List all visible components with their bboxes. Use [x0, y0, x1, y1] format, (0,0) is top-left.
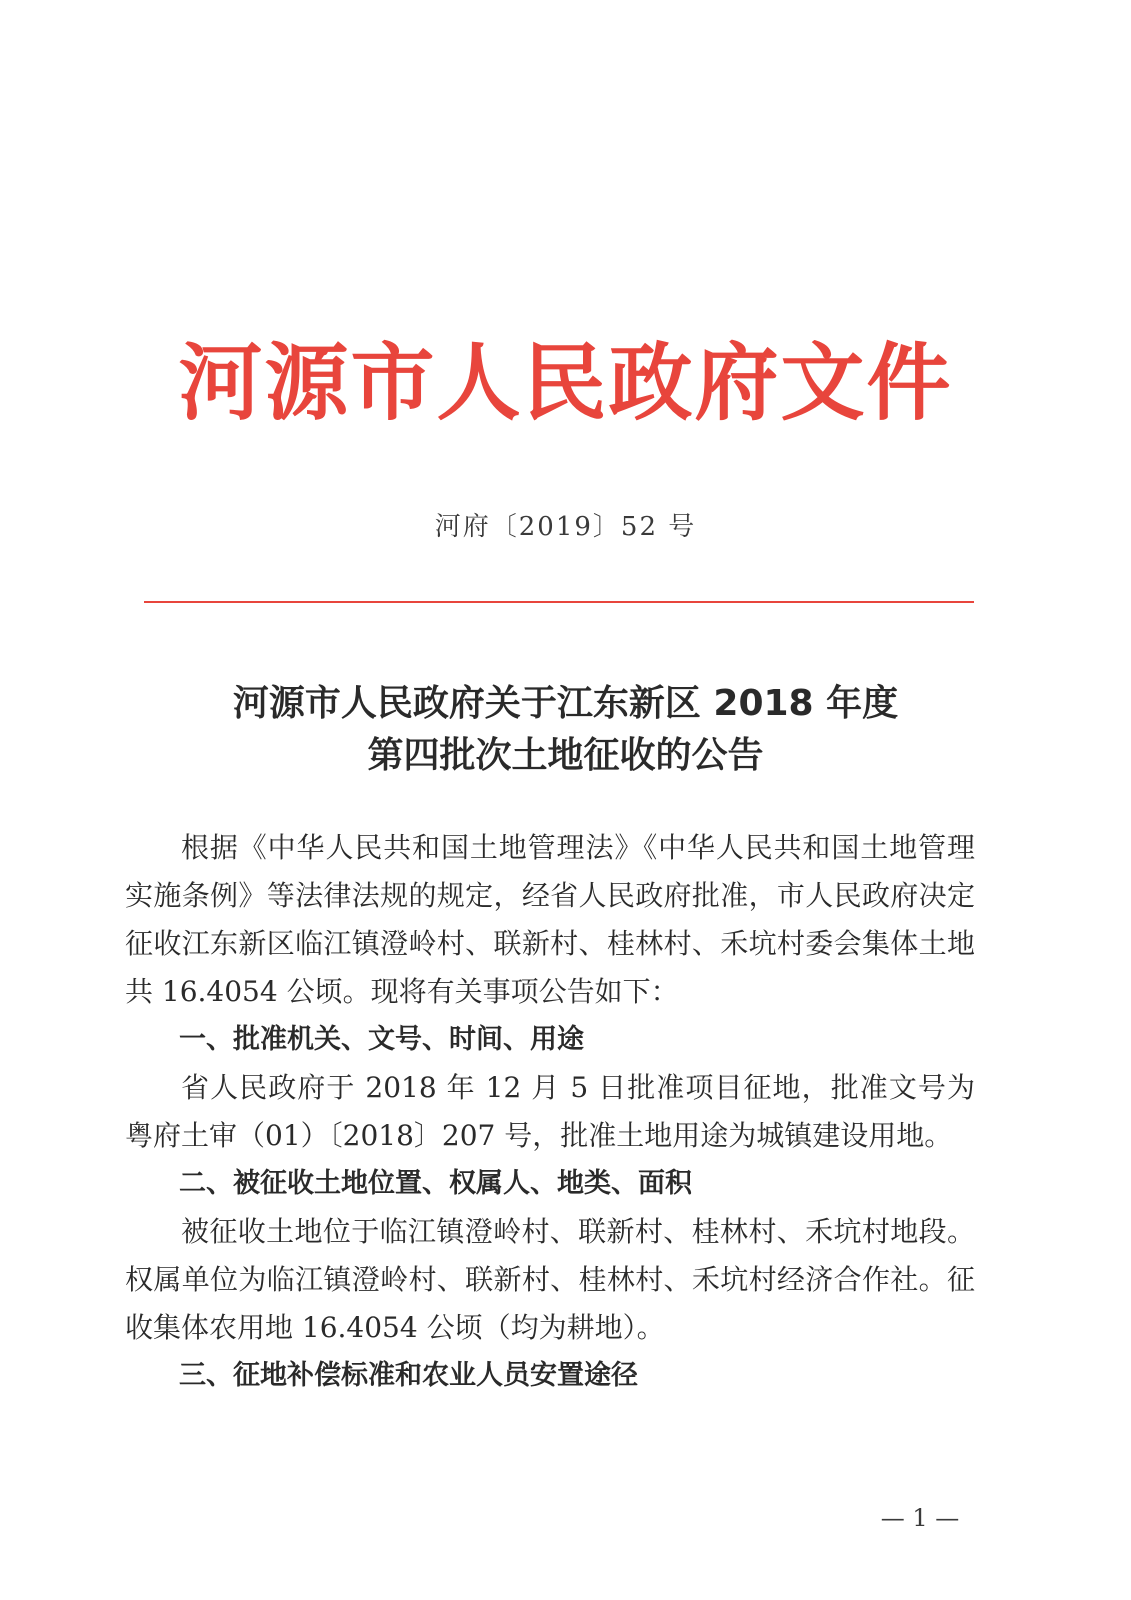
page-number: — 1 — — [880, 1504, 960, 1532]
section-1-heading: 一、批准机关、文号、时间、用途 — [179, 1024, 584, 1055]
section-3-heading: 三、征地补偿标准和农业人员安置途径 — [179, 1360, 638, 1391]
document-title — [0, 678, 1131, 782]
section-2-paragraph: 被征收土地位于临江镇澄岭村、联新村、桂林村、禾坑村地段。权属单位为临江镇澄岭村、联新村、桂林村、禾坑村经济合作社。征收集体农用地 16.4054 公顷（均为耕地）。 — [125, 1215, 975, 1344]
red-divider-line — [144, 601, 974, 603]
section-2-heading: 二、被征收土地位置、权属人、地类、面积 — [179, 1168, 692, 1199]
section-1-paragraph: 省人民政府于 2018 年 12 月 5 日批准项目征地，批准文号为粤府土审（01）〔2018〕207 号，批准土地用途为城镇建设用地。 — [125, 1071, 975, 1152]
document-body — [125, 824, 975, 1400]
document-number: 河府〔2019〕52 号 — [434, 512, 697, 542]
document-masthead: 河源市人民政府文件 — [178, 334, 953, 432]
title-line-1: 河源市人民政府关于江东新区 2018 年度 — [232, 683, 899, 724]
title-line-2: 第四批次土地征收的公告 — [367, 735, 764, 776]
intro-paragraph: 根据《中华人民共和国土地管理法》《中华人民共和国土地管理实施条例》等法律法规的规定，经省人民政府批准，市人民政府决定征收江东新区临江镇澄岭村、联新村、桂林村、禾坑村委会集体土地共 16.4054 公顷。现将有关事项公告如下： — [125, 831, 975, 1008]
